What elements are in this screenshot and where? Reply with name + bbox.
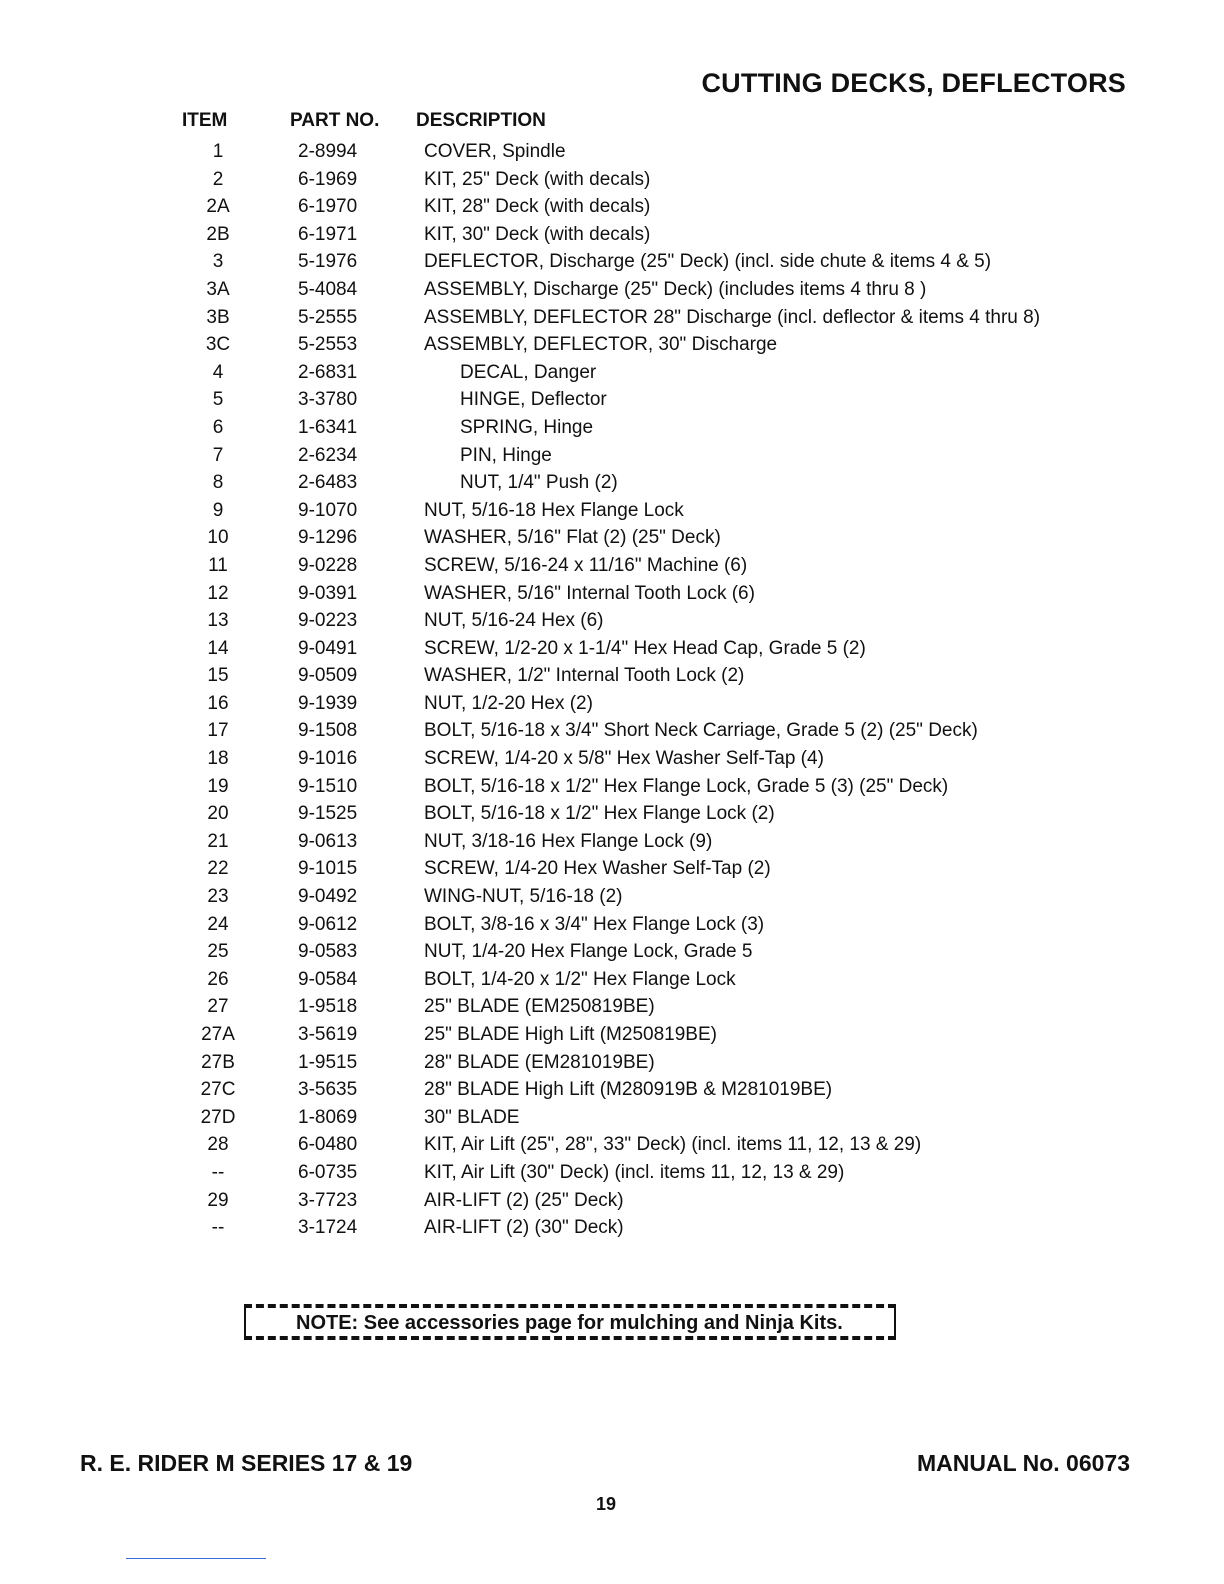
part-number-cell: 9-1016	[298, 748, 358, 770]
description-cell: ASSEMBLY, Discharge (25" Deck) (includes items 4 thru 8 )	[424, 278, 927, 300]
footer-manual-number: MANUAL No. 06073	[916, 1450, 1130, 1476]
table-row	[0, 1104, 1224, 1132]
part-number-cell: 5-4084	[298, 278, 358, 300]
description-cell: BOLT, 5/16-18 x 3/4" Short Neck Carriage, Grade 5 (2) (25" Deck)	[424, 720, 978, 742]
part-number-cell: 3-5619	[298, 1024, 358, 1045]
description-cell: 30" BLADE	[424, 1106, 520, 1128]
part-number-cell: 9-1296	[298, 527, 358, 549]
table-row	[0, 248, 1224, 276]
description-cell: 25" BLADE High Lift (M250819BE)	[424, 1024, 717, 1045]
description-cell: SCREW, 1/2-20 x 1-1/4" Hex Head Cap, Grade 5 (2)	[424, 637, 866, 659]
item-cell: --	[211, 1161, 225, 1183]
part-number-cell: 6-1971	[298, 223, 358, 245]
description-cell: SCREW, 1/4-20 x 5/8" Hex Washer Self-Tap (4)	[424, 748, 824, 770]
table-row	[0, 966, 1224, 994]
table-row	[0, 1131, 1224, 1159]
table-row	[0, 662, 1224, 690]
table-row	[0, 800, 1224, 828]
description-cell: SPRING, Hinge	[460, 416, 594, 438]
table-row	[0, 717, 1224, 745]
table-row	[0, 414, 1224, 442]
description-cell: AIR-LIFT (2) (30" Deck)	[424, 1217, 624, 1239]
description-cell: WING-NUT, 5/16-18 (2)	[424, 886, 623, 908]
part-number-cell: 6-0480	[298, 1134, 358, 1156]
description-cell: ASSEMBLY, DEFLECTOR 28" Discharge (incl. deflector & items 4 thru 8)	[424, 306, 1041, 328]
table-header	[0, 108, 1224, 138]
item-cell: 21	[207, 830, 229, 852]
part-number-cell: 2-6483	[298, 472, 358, 494]
description-cell: WASHER, 5/16" Flat (2) (25" Deck)	[424, 527, 721, 549]
item-cell: 12	[207, 582, 229, 604]
description-cell: WASHER, 5/16" Internal Tooth Lock (6)	[424, 582, 755, 604]
description-cell: KIT, Air Lift (25", 28", 33" Deck) (incl. items 11, 12, 13 & 29)	[424, 1134, 922, 1156]
description-cell: DECAL, Danger	[460, 361, 597, 383]
part-number-cell: 9-0613	[298, 830, 358, 852]
table-row	[0, 1187, 1224, 1215]
item-cell: 25	[207, 941, 229, 963]
item-cell: 2	[212, 168, 224, 190]
part-number-cell: 6-1969	[298, 168, 358, 190]
description-cell: BOLT, 5/16-18 x 1/2" Hex Flange Lock, Grade 5 (3) (25" Deck)	[424, 775, 949, 797]
header-description: DESCRIPTION	[416, 110, 546, 131]
description-cell: HINGE, Deflector	[460, 389, 607, 411]
item-cell: 23	[207, 886, 229, 908]
divider-line	[126, 1558, 266, 1559]
item-cell: 3	[212, 251, 224, 273]
item-cell: --	[211, 1217, 225, 1239]
table-row	[0, 386, 1224, 414]
part-number-cell: 9-1508	[298, 720, 358, 742]
table-row	[0, 993, 1224, 1021]
footer-series-title: R. E. RIDER M SERIES 17 & 19	[80, 1450, 413, 1476]
part-number-cell: 9-1525	[298, 803, 358, 825]
part-number-cell: 1-6341	[298, 416, 358, 438]
part-number-cell: 9-0584	[298, 968, 358, 990]
item-cell: 27B	[201, 1051, 235, 1073]
description-cell: NUT, 5/16-18 Hex Flange Lock	[424, 499, 684, 521]
item-cell: 14	[207, 637, 229, 659]
part-number-cell: 1-8069	[298, 1106, 358, 1128]
table-row	[0, 855, 1224, 883]
item-cell: 7	[212, 444, 224, 466]
part-number-cell: 5-1976	[298, 251, 358, 273]
part-number-cell: 9-0612	[298, 913, 358, 935]
part-number-cell: 5-2555	[298, 306, 358, 328]
item-cell: 17	[207, 720, 229, 742]
table-row	[0, 911, 1224, 939]
item-cell: 28	[207, 1134, 229, 1156]
part-number-cell: 3-3780	[298, 389, 358, 411]
part-number-cell: 2-8994	[298, 141, 358, 162]
description-cell: KIT, 30" Deck (with decals)	[424, 223, 651, 245]
description-cell: BOLT, 1/4-20 x 1/2" Hex Flange Lock	[424, 968, 736, 990]
table-row	[0, 580, 1224, 608]
description-cell: NUT, 5/16-24 Hex (6)	[424, 610, 604, 632]
item-cell: 2B	[206, 223, 230, 245]
parts-table	[0, 108, 1224, 1242]
note-box	[244, 1304, 896, 1340]
part-number-cell: 6-1970	[298, 196, 358, 218]
item-cell: 6	[212, 416, 224, 438]
table-row	[0, 359, 1224, 387]
item-cell: 22	[207, 858, 229, 880]
table-row	[0, 1021, 1224, 1049]
description-cell: SCREW, 5/16-24 x 11/16" Machine (6)	[424, 554, 748, 576]
item-cell: 27D	[200, 1106, 236, 1128]
description-cell: WASHER, 1/2" Internal Tooth Lock (2)	[424, 665, 745, 687]
description-cell: BOLT, 3/8-16 x 3/4" Hex Flange Lock (3)	[424, 913, 765, 935]
page-title: CUTTING DECKS, DEFLECTORS	[701, 68, 1126, 98]
description-cell: SCREW, 1/4-20 Hex Washer Self-Tap (2)	[424, 858, 771, 880]
item-cell: 27	[207, 996, 229, 1018]
table-row	[0, 745, 1224, 773]
part-number-cell: 9-0391	[298, 582, 358, 604]
table-row	[0, 828, 1224, 856]
description-cell: NUT, 3/18-16 Hex Flange Lock (9)	[424, 830, 713, 852]
description-cell: 25" BLADE (EM250819BE)	[424, 996, 655, 1018]
table-row	[0, 193, 1224, 221]
part-number-cell: 9-1510	[298, 775, 358, 797]
item-cell: 13	[207, 610, 229, 632]
table-row	[0, 938, 1224, 966]
table-row	[0, 635, 1224, 663]
item-cell: 9	[212, 499, 224, 521]
description-cell: NUT, 1/4-20 Hex Flange Lock, Grade 5	[424, 941, 753, 963]
table-row	[0, 331, 1224, 359]
item-cell: 3C	[205, 334, 231, 356]
description-cell: KIT, Air Lift (30" Deck) (incl. items 11, 12, 13 & 29)	[424, 1161, 845, 1183]
item-cell: 3B	[206, 306, 230, 328]
part-number-cell: 6-0735	[298, 1161, 358, 1183]
description-cell: NUT, 1/4" Push (2)	[460, 472, 618, 494]
table-row	[0, 497, 1224, 525]
table-row	[0, 773, 1224, 801]
item-cell: 26	[207, 968, 229, 990]
item-cell: 8	[212, 472, 224, 494]
description-cell: ASSEMBLY, DEFLECTOR, 30" Discharge	[424, 334, 778, 356]
description-cell: KIT, 25" Deck (with decals)	[424, 168, 651, 190]
part-number-cell: 5-2553	[298, 334, 358, 356]
description-cell: BOLT, 5/16-18 x 1/2" Hex Flange Lock (2)	[424, 803, 775, 825]
table-row	[0, 442, 1224, 470]
part-number-cell: 9-0583	[298, 941, 358, 963]
description-cell: KIT, 28" Deck (with decals)	[424, 196, 651, 218]
part-number-cell: 9-0228	[298, 554, 358, 576]
item-cell: 15	[207, 665, 229, 687]
item-cell: 3A	[206, 278, 230, 300]
part-number-cell: 9-1070	[298, 499, 358, 521]
part-number-cell: 1-9518	[298, 996, 358, 1018]
item-cell: 2A	[206, 196, 230, 218]
description-cell: 28" BLADE High Lift (M280919B & M281019BE)	[424, 1079, 833, 1101]
table-row	[0, 607, 1224, 635]
item-cell: 1	[212, 141, 224, 162]
part-number-cell: 9-0223	[298, 610, 358, 632]
table-body	[0, 138, 1224, 1242]
page-number: 19	[595, 1494, 617, 1514]
description-cell: NUT, 1/2-20 Hex (2)	[424, 692, 593, 714]
part-number-cell: 9-0491	[298, 637, 358, 659]
description-cell: DEFLECTOR, Discharge (25" Deck) (incl. side chute & items 4 & 5)	[424, 251, 992, 273]
table-row	[0, 1159, 1224, 1187]
table-row	[0, 1049, 1224, 1077]
part-number-cell: 9-0509	[298, 665, 358, 687]
table-row	[0, 883, 1224, 911]
part-number-cell: 1-9515	[298, 1051, 358, 1073]
table-row	[0, 138, 1224, 166]
table-row	[0, 166, 1224, 194]
item-cell: 10	[207, 527, 229, 549]
part-number-cell: 2-6234	[298, 444, 358, 466]
table-row	[0, 221, 1224, 249]
table-row	[0, 469, 1224, 497]
part-number-cell: 9-1939	[298, 692, 358, 714]
part-number-cell: 9-0492	[298, 886, 358, 908]
part-number-cell: 9-1015	[298, 858, 358, 880]
description-cell: 28" BLADE (EM281019BE)	[424, 1051, 655, 1073]
part-number-cell: 3-1724	[298, 1217, 358, 1239]
table-row	[0, 552, 1224, 580]
item-cell: 5	[212, 389, 224, 411]
header-part-no: PART NO.	[290, 110, 380, 131]
header-item: ITEM	[182, 110, 228, 131]
description-cell: COVER, Spindle	[424, 141, 566, 162]
item-cell: 18	[207, 748, 229, 770]
part-number-cell: 2-6831	[298, 361, 358, 383]
item-cell: 29	[207, 1189, 229, 1211]
item-cell: 24	[207, 913, 229, 935]
item-cell: 27C	[200, 1079, 236, 1101]
item-cell: 4	[212, 361, 224, 383]
description-cell: AIR-LIFT (2) (25" Deck)	[424, 1189, 624, 1211]
part-number-cell: 3-5635	[298, 1079, 358, 1101]
item-cell: 16	[207, 692, 229, 714]
description-cell: PIN, Hinge	[460, 444, 552, 466]
table-row	[0, 304, 1224, 332]
part-number-cell: 3-7723	[298, 1189, 358, 1211]
table-row	[0, 1214, 1224, 1242]
note-text: NOTE: See accessories page for mulching and Ninja Kits.	[296, 1312, 843, 1334]
table-row	[0, 524, 1224, 552]
table-row	[0, 690, 1224, 718]
item-cell: 11	[208, 554, 228, 576]
item-cell: 27A	[201, 1024, 235, 1045]
item-cell: 20	[207, 803, 229, 825]
table-row	[0, 276, 1224, 304]
item-cell: 19	[207, 775, 229, 797]
table-row	[0, 1076, 1224, 1104]
